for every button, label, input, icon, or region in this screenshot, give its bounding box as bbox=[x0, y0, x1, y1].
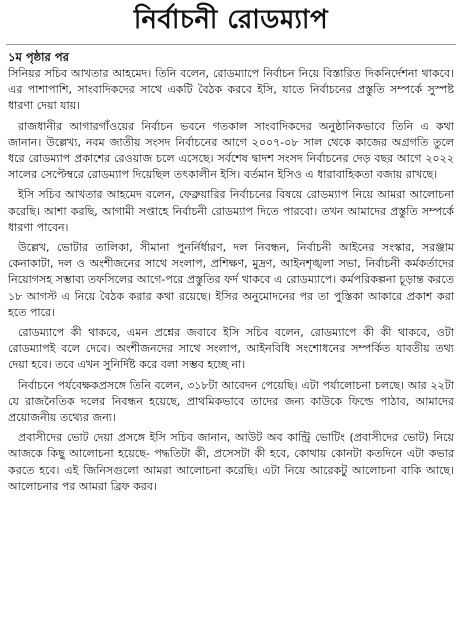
paragraph-4: উল্লেখ, ভোটার তালিকা, সীমানা পুনর্নির্ধারণ, দল নিবন্ধন, নির্বাচনী আইনের সংস্কার, সরঞ্জাম কেনাকাটা, দল ও অংশীজনের সাথে সংলাপ, প্রশিক্ষণ, মুদ্রণ, আইনশৃঙ্খলা সভা, নির্বাচনী কর্মকর্তাদের নিয়োগসহ সম্ভাব্য তফসিলের আগে-পরে প্রস্তুতির ফর্দ থাকবে এ রোডম্যাপে। কর্মপরিকল্পনা চূড়ান্ত করতে ১৮ আগস্ট এ নিয়ে বৈঠক করার কথা রয়েছে। ইসির অনুমোদনের পর তা পুস্তিকা আকারে প্রকাশ করা হতে পারে। bbox=[8, 241, 454, 319]
newspaper-clipping bbox=[0, 2, 462, 636]
paragraph-5: রোডম্যাপে কী থাকবে, এমন প্রশ্নের জবাবে ইসি সচিব বলেন, রোডম্যাপে কী কী থাকবে, ওটা রোডম্যাপই বলে দেবে। অংশীজনদের সাথে সংলাপ, আইনবিধি সংশোধনের সম্পর্কিত যাবতীয় তথ্য দেয়া হবে। তবে এখন সুনির্দিষ্ট করে বলা সম্ভব হচ্ছে না। bbox=[8, 326, 454, 372]
paragraph-6: নির্বাচনে পর্যবেক্ষকপ্রসঙ্গে তিনি বলেন, ৩১৮টা আবেদন পেয়েছি। এটা পর্যালোচনা চলছে। আর ২২টা যে রাজনৈতিক দলের নিবন্ধন হয়েছে, প্রাথমিকভাবে তাদের জন্য কাউকে ফিল্ডে পাঠাব, আমাদের প্রয়োজনীয় তথ্যের জন্য। bbox=[8, 378, 454, 425]
continued-from-label: ১ম পৃষ্ঠার পর bbox=[8, 50, 69, 64]
article-body bbox=[0, 45, 462, 495]
paragraph-3: ইসি সচিব আখতার আহমেদ বলেন, ফেব্রুয়ারির নির্বাচনের বিষয়ে রোডম্যাপ নিয়ে আমরা আলোচনা করেছি। আশা করছি, আগামী সপ্তাহে নির্বাচনী রোডম্যাপ দিতে পারবো। তখন আমাদের প্রস্তুতি সম্পর্কে ধারণা পাবেন। bbox=[8, 188, 454, 234]
paragraph-7: প্রবাসীদের ভোট দেয়া প্রসঙ্গে ইসি সচিব জানান, আউট অব কান্ট্রি ভোটিং (প্রবাসীদের ভোট) নিয়ে আজকে কিছু আলোচনা হয়েছে- পদ্ধতিটা কী, প্রসেসটা কী হবে, কোথায় কোনটা কতদিনে এটা কভার করতে হবে। এই জিনিসগুলো আমরা আলোচনা করেছি। এটা নিয়ে আরেকটু আলোচনা বাকি আছে। আলোচনার পর আমরা ব্রিফ করব। bbox=[8, 431, 454, 493]
headline: নির্বাচনী রোডম্যাপ bbox=[133, 5, 329, 35]
paragraph-1: সিনিয়র সচিব আখতার আহমেদ। তিনি বলেন, রোডম্যাপে নির্বাচন নিয়ে বিস্তারিত দিকনির্দেশনা থাকবে। এর পাশাপাশি, সাংবাদিকদের সাথে একটি বৈঠক করবে ইসি, যাতে নির্বাচনের প্রস্তুতি সম্পর্কে সুস্পষ্ট ধারণা দেয়া যায়। bbox=[8, 67, 454, 113]
paragraph-2: রাজধানীর আগারগাঁওয়ের নির্বাচন ভবনে গতকাল সাংবাদিকদের অনুষ্ঠানিকভাবে তিনি এ কথা জানান। উল্লেখ্য, নবম জাতীয় সংসদ নির্বাচনের আগে ২০০৭-০৮ সাল থেকে কাজের অগ্রগতি তুলে ধরে রোডম্যাপ প্রকাশের রেওয়াজ চলে এসেছে। সর্বশেষ দ্বাদশ সংসদ নির্বাচনের দেড় বছর আগে ২০২২ সালের সেপ্টেম্বরে রোডম্যাপ দিয়েছিল তৎকালীন ইসি। বর্তমান ইসিও এ ধারাবাহিকতা বজায় রাখছে। bbox=[8, 119, 454, 182]
